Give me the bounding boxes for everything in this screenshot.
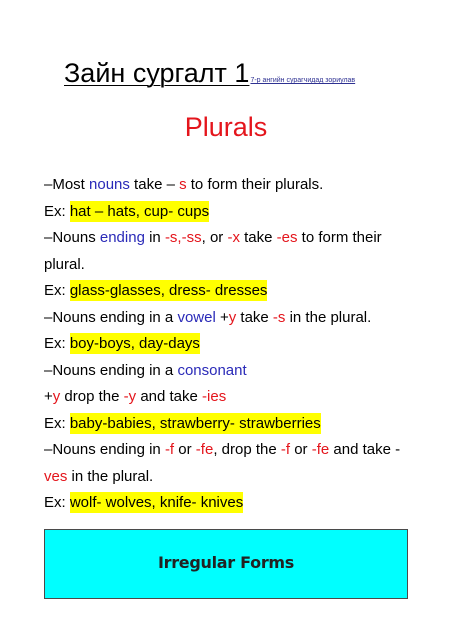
text-segment: –Nouns ending in	[44, 441, 165, 458]
rules-list	[44, 172, 414, 517]
example-label: Ex:	[44, 494, 70, 511]
suffix-red: -f	[280, 441, 291, 458]
irregular-forms-box	[44, 529, 408, 599]
text-segment: take	[239, 229, 277, 246]
example-label: Ex:	[44, 335, 70, 352]
text-segment: to form their	[297, 229, 382, 246]
text-segment: and take -	[329, 441, 401, 458]
text-segment: , drop the	[213, 441, 281, 458]
rule-line	[44, 172, 414, 199]
highlighted-example: hat – hats, cup- cups	[69, 202, 210, 220]
suffix-red: y	[228, 308, 237, 326]
suffix-red: -fe	[195, 441, 214, 458]
example-label: Ex:	[44, 414, 70, 432]
suffix-red: ves	[44, 467, 68, 485]
suffix-red: s	[179, 176, 187, 193]
text-segment: +	[215, 308, 229, 326]
example-line	[44, 331, 414, 358]
rule-line	[44, 305, 414, 332]
keyword-blue: ending	[99, 229, 145, 246]
rule-line	[44, 225, 414, 252]
rule-line	[44, 252, 414, 279]
text-segment: or	[290, 441, 312, 458]
text-segment: +	[44, 388, 53, 405]
rule-line	[44, 358, 414, 385]
keyword-blue: vowel	[177, 308, 216, 326]
highlighted-example: glass-glasses, dress- dresses	[69, 282, 268, 299]
suffix-red: y	[52, 388, 61, 405]
suffix-red: -x	[227, 229, 240, 246]
header-subtitle: 7-р ангийн сурагчидад зориулав	[250, 77, 356, 84]
example-line	[44, 278, 414, 305]
rule-line	[44, 437, 414, 464]
example-line	[44, 411, 414, 438]
text-segment: –Nouns ending in a	[44, 361, 178, 379]
suffix-red: -ies	[202, 388, 227, 405]
text-segment: in the plural.	[285, 308, 372, 326]
document-header	[64, 58, 355, 89]
text-segment: plural.	[44, 255, 85, 273]
text-segment: take –	[129, 176, 180, 193]
keyword-blue: nouns	[89, 176, 130, 193]
text-segment: in the plural.	[67, 467, 154, 485]
highlighted-example: wolf- wolves, knife- knives	[69, 494, 244, 511]
suffix-red: -es	[276, 229, 298, 246]
rule-line	[44, 384, 414, 411]
text-segment: –Nouns	[44, 229, 100, 246]
text-segment: in	[144, 229, 165, 246]
example-label: Ex:	[44, 282, 70, 299]
example-line	[44, 199, 414, 226]
text-segment: or	[174, 441, 196, 458]
text-segment: –Nouns ending in a	[44, 308, 178, 326]
keyword-blue: consonant	[177, 361, 247, 379]
example-label: Ex:	[44, 202, 70, 220]
rule-line	[44, 464, 414, 491]
example-line	[44, 490, 414, 517]
suffix-red: -y	[123, 388, 137, 405]
suffix-red: -s	[272, 308, 286, 326]
text-segment: take	[236, 308, 273, 326]
page-heading: Plurals	[184, 112, 268, 142]
box-title: Irregular Forms	[157, 553, 295, 572]
highlighted-example: baby-babies, strawberry- strawberries	[69, 414, 321, 432]
text-segment: to form their plurals.	[186, 176, 324, 193]
text-segment: , or	[201, 229, 228, 246]
text-segment: –Most	[44, 176, 90, 193]
text-segment: drop the	[60, 388, 124, 405]
text-segment: and take	[136, 388, 203, 405]
suffix-red: -fe	[311, 441, 330, 458]
highlighted-example: boy-boys, day-days	[69, 335, 200, 352]
suffix-red: -f	[164, 441, 175, 458]
header-title: Зайн сургалт 1	[64, 58, 250, 88]
suffix-red: -s,-ss	[164, 229, 202, 246]
